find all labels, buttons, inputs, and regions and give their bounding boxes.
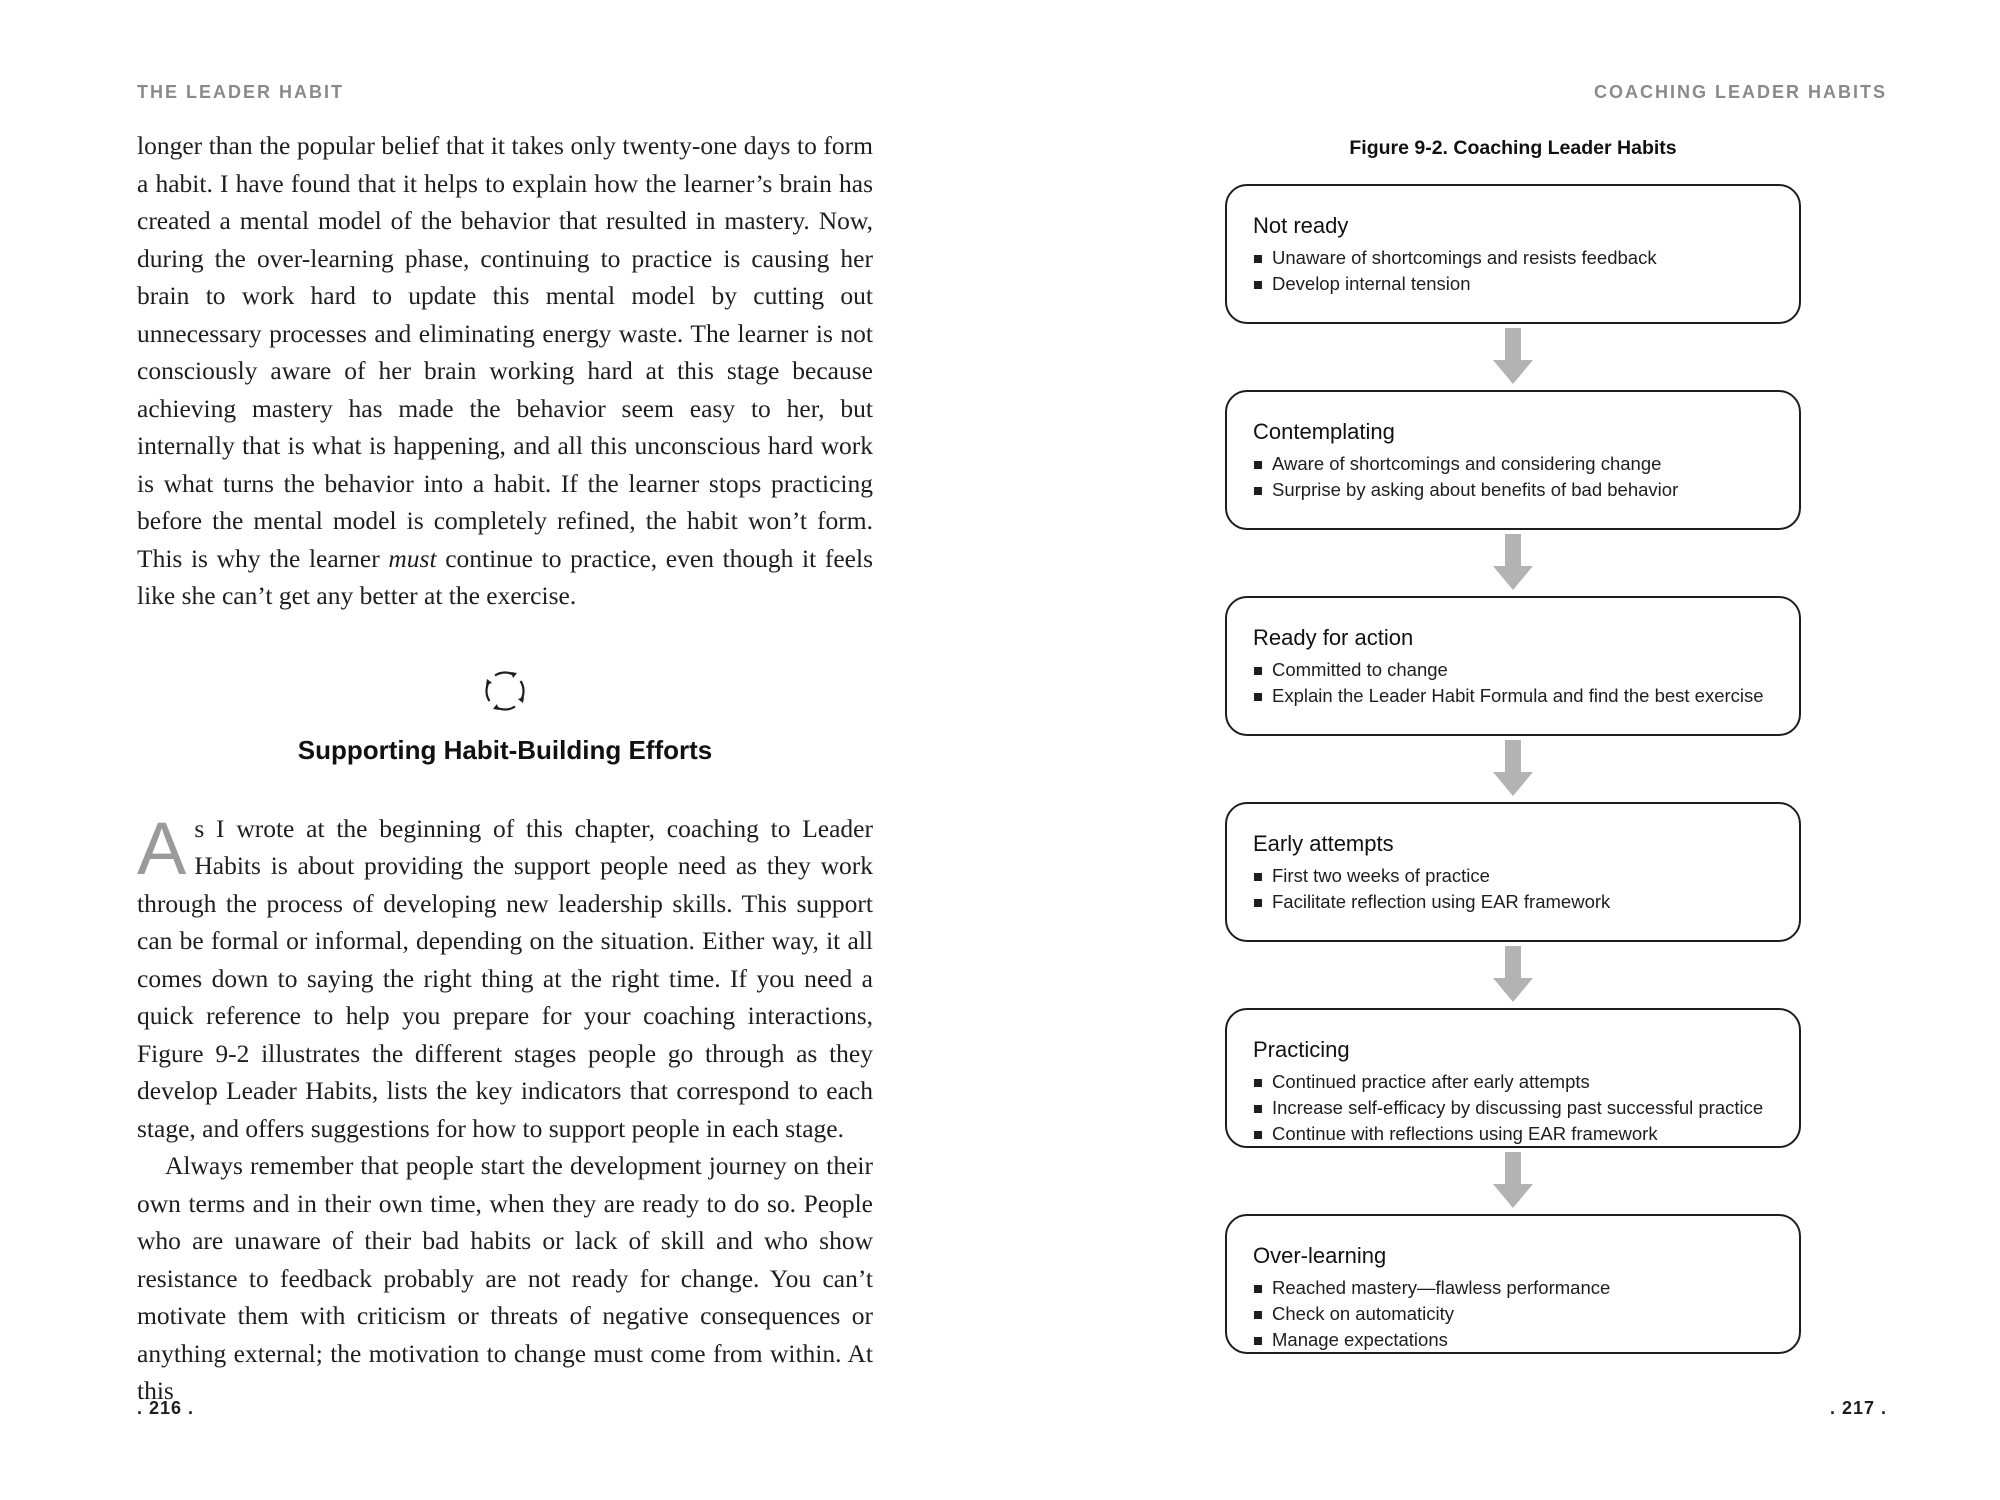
down-arrow-icon [1225, 530, 1801, 596]
paragraph-2 [137, 806, 873, 1148]
paragraph-1-end: continue to practice, even though it feels like she can’t get any better at the exercise. [137, 543, 873, 610]
running-head-left: THE LEADER HABIT [137, 82, 344, 102]
down-arrow-icon [1225, 1148, 1801, 1214]
stage-bullet: Continued practice after early attempts [1253, 1069, 1779, 1095]
figure-title: Figure 9-2. Coaching Leader Habits [1349, 137, 1677, 159]
stage-title: Contemplating [1253, 419, 1395, 444]
page-number-left: . 216 . [137, 1398, 195, 1418]
stage-bullet-list [1253, 451, 1779, 503]
stage-bullet: Manage expectations [1253, 1327, 1779, 1353]
cycle-arrows-icon [137, 667, 873, 715]
stage-box [1225, 1008, 1801, 1148]
stage-bullet-list [1253, 1069, 1779, 1147]
stage-bullet: Unaware of shortcomings and resists feedback [1253, 245, 1779, 271]
stage-box [1225, 596, 1801, 736]
down-arrow-icon [1225, 736, 1801, 802]
stage-title: Not ready [1253, 213, 1349, 238]
stage-bullet: First two weeks of practice [1253, 863, 1779, 889]
figure-coaching-leader-habits [1225, 135, 1801, 1354]
stage-box [1225, 1214, 1801, 1354]
drop-cap: A [137, 806, 187, 890]
paragraph-3: Always remember that people start the development journey on their own terms and in their own time, when they are ready to do so. People who are unaware of their bad habits or lack of skill and who show resistance to feedback probably are not ready for change. You can’t motivate them with criticism or threats of negative consequences or anything external; the motivation to change must come from within. At this [137, 1151, 873, 1405]
stage-title: Practicing [1253, 1037, 1350, 1062]
stage-bullet: Explain the Leader Habit Formula and find the best exercise [1253, 683, 1779, 709]
stage-bullet: Committed to change [1253, 657, 1779, 683]
stage-bullet: Reached mastery—flawless performance [1253, 1275, 1779, 1301]
stage-title: Over-learning [1253, 1243, 1387, 1268]
stage-title: Ready for action [1253, 625, 1414, 650]
left-page-body [137, 127, 873, 1410]
stage-bullet: Develop internal tension [1253, 271, 1779, 297]
page-number-right: . 217 . [1829, 1398, 1887, 1418]
paragraph-1-emphasis: must [388, 543, 437, 573]
section-heading: Supporting Habit-Building Efforts [297, 734, 713, 765]
stage-bullet: Increase self-efficacy by discussing past successful practice [1253, 1095, 1779, 1121]
paragraph-2-text: s I wrote at the beginning of this chapter, coaching to Leader Habits is about providing the support people need as they work through the process of developing new leadership skills. This support can be formal or informal, depending on the situation. Either way, it all comes down to saying the right thing at the right time. If you need a quick reference to help you prepare for your coaching interactions, Figure 9-2 illustrates the different stages people go through as they develop Leader Habits, lists the key indicators that correspond to each stage, and offers suggestions for how to support people in each stage. [137, 813, 873, 1143]
stage-bullet: Check on automaticity [1253, 1301, 1779, 1327]
stage-bullet: Aware of shortcomings and considering change [1253, 451, 1779, 477]
stage-bullet: Facilitate reflection using EAR framework [1253, 889, 1779, 915]
down-arrow-icon [1225, 324, 1801, 390]
stage-bullet: Continue with reflections using EAR framework [1253, 1121, 1779, 1147]
paragraph-1-text: longer than the popular belief that it takes only twenty-one days to form a habit. I have found that it helps to explain how the learner’s brain has created a mental model of the behavior that resulted in mastery. Now, during the over-learning phase, continuing to practice is causing her brain to work hard to update this mental model by cutting out unnecessary processes and eliminating energy waste. The learner is not consciously aware of her brain working hard at this stage because achieving mastery has made the behavior seem easy to her, but internally that is what is happening, and all this unconscious hard work is what turns the behavior into a habit. If the learner stops practicing before the mental model is completely refined, the habit won’t form. This is why the learner [137, 131, 873, 573]
stage-bullet: Surprise by asking about benefits of bad behavior [1253, 477, 1779, 503]
stage-bullet-list [1253, 657, 1779, 709]
stage-bullet-list [1253, 245, 1779, 297]
down-arrow-icon [1225, 942, 1801, 1008]
running-head-right: COACHING LEADER HABITS [1593, 82, 1887, 102]
stage-box [1225, 802, 1801, 942]
stage-flow [1225, 184, 1801, 1354]
stage-bullet-list [1253, 1275, 1779, 1353]
stage-box [1225, 184, 1801, 324]
stage-bullet-list [1253, 863, 1779, 915]
stage-title: Early attempts [1253, 831, 1394, 856]
stage-box [1225, 390, 1801, 530]
paragraph-1 [137, 127, 873, 615]
